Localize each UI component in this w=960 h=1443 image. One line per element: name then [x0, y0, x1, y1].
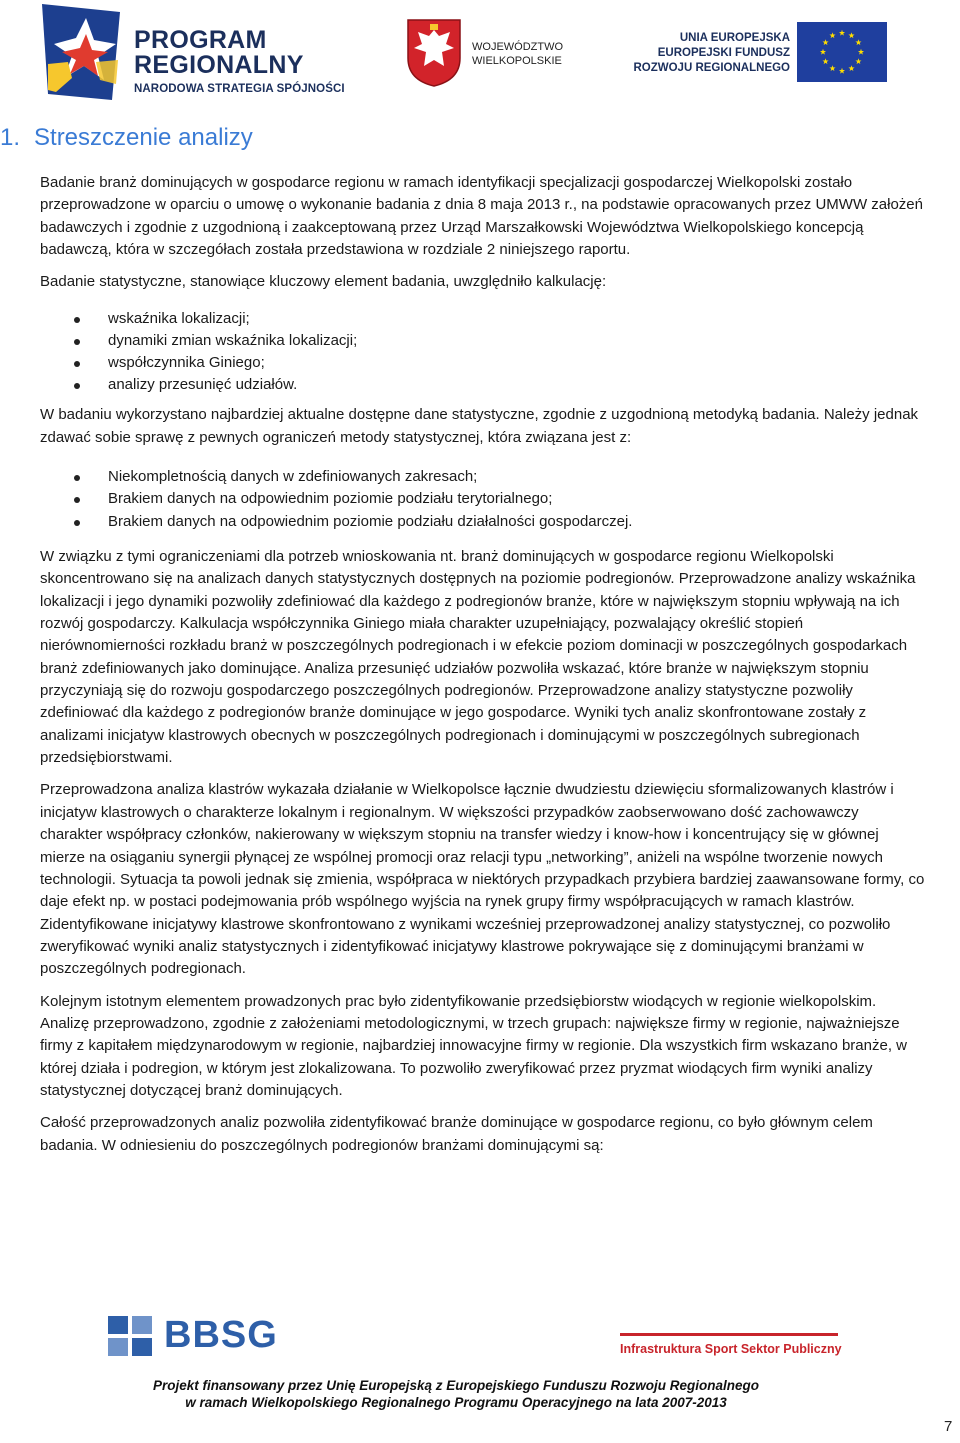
program-title: PROGRAM REGIONALNY	[134, 26, 304, 79]
page-number: 7	[944, 1418, 953, 1435]
bullet-icon	[74, 339, 80, 345]
list-item: dynamiki zmian wskaźnika lokalizacji;	[40, 330, 925, 352]
eu-flag-icon	[797, 22, 887, 82]
paragraph-statistical: Badanie statystyczne, stanowiące kluczowy element badania, uwzględniło kalkulację:	[40, 273, 607, 291]
list-item: Brakiem danych na odpowiednim poziomie podziału działalności gospodarczej.	[40, 511, 925, 533]
bullet-icon	[74, 383, 80, 389]
program-subtitle: NARODOWA STRATEGIA SPÓJNOŚCI	[134, 83, 345, 95]
paragraph-conclusion: Całość przeprowadzonych analiz pozwoliła zidentyfikować branże dominujące w gospodarce regionu, co było głównym celem badania. W odniesieniu do poszczególnych podregionów branżami dominującymi są:	[40, 1114, 873, 1154]
list-item: współczynnika Giniego;	[40, 352, 925, 374]
isps-logo-text: Infrastruktura Sport Sektor Publiczny	[620, 1342, 842, 1356]
limitations-list	[40, 466, 925, 533]
paragraph-limitations: W badaniu wykorzystano najbardziej aktualne dostępne dane statystyczne, zgodnie z uzgodnioną metodyką badania. Należy jednak zdawać sobie sprawę z pewnych ograniczeń metody statystycznej, która związana jest z:	[40, 406, 919, 446]
paragraph-subregions: W związku z tymi ograniczeniami dla potrzeb wnioskowania nt. branż dominujących w gospodarce regionu Wielkopolski skoncentrowano się na analizach danych statystycznych dostępnych na poziomie podregionów. Przeprowadzone analizy wskaźnika lokalizacji i jego dynamiki pozwoliły zdefiniować dla każdego z podregionów branże, które w największym stopniu wpływają na ich rozwój gospodarczy. Kalkulacja współczynnika Giniego miała charakter uzupełniający, pozwalający określić stopień nierównomierności rozkładu branż w poszczególnych podregionach i w efekcie poziom dominacji w poszczególnych gospodarkach branż zdefiniowanych jako dominujące. Analiza przesunięć udziałów pozwoliła wskazać, które branże w największym stopniu przyczyniają się do rozwoju gospodarczego poszczególnych podregionów. Przeprowadzone analizy statystyczne pozwoliły zdefiniować dla każdego z podregionów branże dominujące w jego gospodarce. Wyniki tych analiz skonfrontowane zostały z analizami inicjatyw klastrowych obecnych w poszczególnych podregionach i dominującymi w poszczególnych subregionach przedsiębiorstwami.	[40, 548, 916, 767]
paragraph-clusters: Przeprowadzona analiza klastrów wykazała działanie w Wielkopolsce łącznie dwudziestu dziewięciu sformalizowanych klastrów i inicjatyw klastrowych o charakterze lokalnym i regionalnym. W większości przypadków zaobserwowano dość zachowawczy charakter współpracy członków, nakierowany w większym stopniu na transfer wiedzy i know-how i koncentrujący się w głównej mierze na osiąganiu synergii płynącej ze wspólnej promocji oraz relacji typu „networking”, aniżeli na wspólne tworzenie nowych technologii. Sytuacja ta powoli jednak się zmienia, współpraca w niektórych przypadkach przybiera bardziej zaawansowane formy, co daje efekt np. w postaci podejmowania prób wspólnego wyjścia na rynek grupy firmy współpracujących w ramach klastrów. Zidentyfikowane inicjatywy klastrowe skonfrontowano z wynikami wcześniej przeprowadzonej analizy statystycznej, co pozwoliło zweryfikować wyniki analiz statystycznych i zidentyfikować inicjatywy klastrowe pokrywające się z dominującymi branżami w poszczególnych podregionach.	[40, 781, 925, 978]
bbsg-logo	[108, 1310, 288, 1360]
list-item: wskaźnika lokalizacji;	[40, 308, 925, 330]
bullet-icon	[74, 475, 80, 481]
bbsg-wordmark: BBSG	[164, 1314, 278, 1356]
program-regionalny-logo	[42, 4, 372, 100]
eagle-shield-icon	[406, 18, 462, 88]
header-logos	[0, 0, 960, 100]
funding-note-line2: w ramach Wielkopolskiego Regionalnego Programu Operacyjnego na lata 2007-2013	[185, 1395, 727, 1410]
bbsg-mark-icon	[108, 1316, 156, 1356]
voivodeship-name: WOJEWÓDZTWO WIELKOPOLSKIE	[472, 41, 564, 67]
section-title: Streszczenie analizy	[34, 124, 253, 151]
funding-note-line1: Projekt finansowany przez Unię Europejską z Europejskiego Funduszu Rozwoju Regionalnego	[152, 1378, 760, 1393]
eu-fund-text: UNIA EUROPEJSKA EUROPEJSKI FUNDUSZ ROZWOJU REGIONALNEGO	[633, 32, 790, 74]
list-item: analizy przesunięć udziałów.	[40, 374, 925, 396]
isps-logo-bar	[620, 1333, 838, 1336]
list-item: Niekompletnością danych w zdefiniowanych zakresach;	[40, 466, 925, 488]
paragraph-leading-firms: Kolejnym istotnym elementem prowadzonych prac było zidentyfikowanie przedsiębiorstw wiodących w regionie wielkopolskim. Analizę przeprowadzono, zgodnie z założeniami metodologicznymi, w trzech grupach: największe firmy w regionie, najważniejsze firmy z kapitałem międzynarodowym w regionie, najbardziej innowacyjne firmy w regionie. Dla wszystkich firm wskazano branże, w której działa i podregion, w którym jest zlokalizowana. To pozwoliło zweryfikować przez pryzmat wiodących firm wyniki analizy statystycznej dotyczącej branż dominujących.	[40, 992, 907, 1099]
section-number: 1.	[0, 124, 21, 151]
nss-star-icon	[42, 4, 124, 100]
list-item: Brakiem danych na odpowiednim poziomie podziału terytorialnego;	[40, 488, 925, 510]
bullet-icon	[74, 520, 80, 526]
bullet-icon	[74, 497, 80, 503]
section-heading	[0, 124, 253, 152]
summary-body	[40, 172, 925, 1157]
eu-fund-logo	[620, 22, 890, 82]
bullet-icon	[74, 317, 80, 323]
wielkopolska-logo	[406, 18, 586, 88]
bullet-icon	[74, 361, 80, 367]
calculation-list	[40, 308, 925, 397]
paragraph-intro: Badanie branż dominujących w gospodarce regionu w ramach identyfikacji specjalizacji gospodarczej Wielkopolski zostało przeprowadzone w oparciu o umowę o wykonanie badania z dnia 8 maja 2013 r., na podstawie opracowanych przez UMWW założeń badawczych i zgodnie z uzgodnioną i zaakceptowaną przez Urząd Marszałkowski Województwa Wielkopolskiego koncepcją badawczą, która w szczegółach została przedstawiona w rozdziale 2 niniejszego raportu.	[40, 174, 923, 259]
